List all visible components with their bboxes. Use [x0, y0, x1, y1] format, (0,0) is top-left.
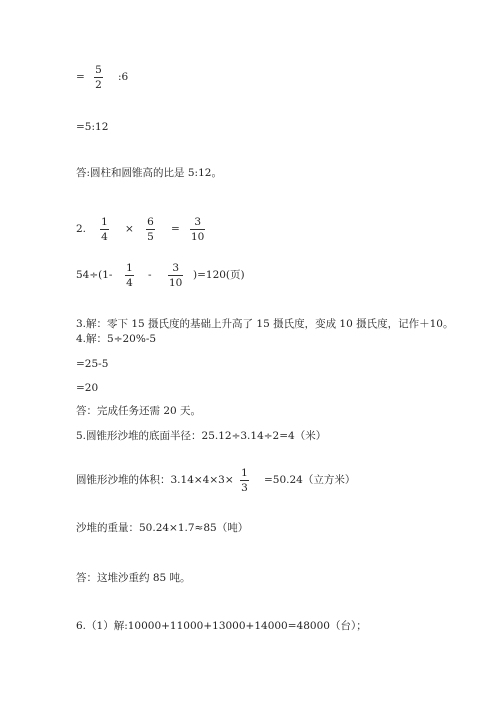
fraction-denominator: 4	[126, 277, 133, 289]
question-5-radius: 5.圆锥形沙堆的底面半径：25.12÷3.14÷2=4（米）	[76, 430, 327, 442]
fraction-denominator: 10	[169, 277, 183, 289]
fraction-bar	[125, 275, 134, 276]
fraction-5-2	[94, 64, 103, 91]
expression-prefix: 54÷(1-	[76, 269, 113, 281]
question-5-answer: 答：这堆沙重约 85 吨。	[76, 572, 191, 584]
fraction-1-3	[240, 467, 249, 494]
equals-sign: =	[171, 223, 180, 235]
fraction-1-4	[100, 216, 109, 243]
question-6-part-1: 6.（1）解:10000+11000+13000+14000=48000（台）；	[76, 620, 367, 632]
volume-prefix: 圆锥形沙堆的体积：3.14×4×3×	[76, 474, 234, 486]
question-4-answer: 答：完成任务还需 20 天。	[76, 405, 202, 417]
fraction-denominator: 2	[95, 79, 102, 91]
fraction-denominator: 10	[191, 231, 205, 243]
fraction-3-10	[190, 216, 205, 243]
fraction-numerator: 3	[194, 216, 202, 228]
question-5-weight: 沙堆的重量：50.24×1.7≈85（吨）	[76, 522, 249, 534]
question-4-step-2: =20	[76, 382, 99, 394]
expression-suffix: )=120(页)	[193, 269, 245, 281]
fraction-numerator: 1	[241, 467, 248, 479]
fraction-denominator: 4	[101, 231, 108, 243]
fraction-bar	[146, 229, 155, 230]
fraction-bar	[240, 480, 249, 481]
fraction-numerator: 6	[147, 216, 154, 228]
fraction-denominator: 3	[241, 482, 248, 494]
fraction-1-4	[125, 262, 134, 289]
fraction-bar	[100, 229, 109, 230]
question-4-step-1: =25-5	[76, 358, 109, 370]
fraction-6-5	[146, 216, 155, 243]
fraction-denominator: 5	[147, 231, 154, 243]
volume-suffix: =50.24（立方米）	[264, 474, 356, 486]
ratio-tail: :6	[118, 71, 129, 83]
ratio-result: =5:12	[76, 121, 109, 133]
fraction-numerator: 3	[172, 262, 180, 274]
fraction-numerator: 1	[101, 216, 108, 228]
equals-sign: =	[76, 71, 85, 83]
fraction-3-10	[168, 262, 183, 289]
fraction-numerator: 5	[95, 64, 102, 76]
fraction-bar	[94, 77, 103, 78]
fraction-bar	[190, 229, 205, 230]
times-sign: ×	[125, 223, 134, 235]
answer-line-1: 答:圆柱和圆锥高的比是 5:12。	[76, 167, 222, 179]
fraction-bar	[168, 275, 183, 276]
question-4-solution: 4.解：5÷20%-5	[76, 333, 157, 345]
minus-sign: -	[148, 269, 152, 281]
fraction-numerator: 1	[126, 262, 133, 274]
question-3-answer: 3.解：零下 15 摄氏度的基础上升高了 15 摄氏度，变成 10 摄氏度，记作＋10。	[76, 318, 454, 330]
question-2-label: 2.	[76, 223, 87, 235]
